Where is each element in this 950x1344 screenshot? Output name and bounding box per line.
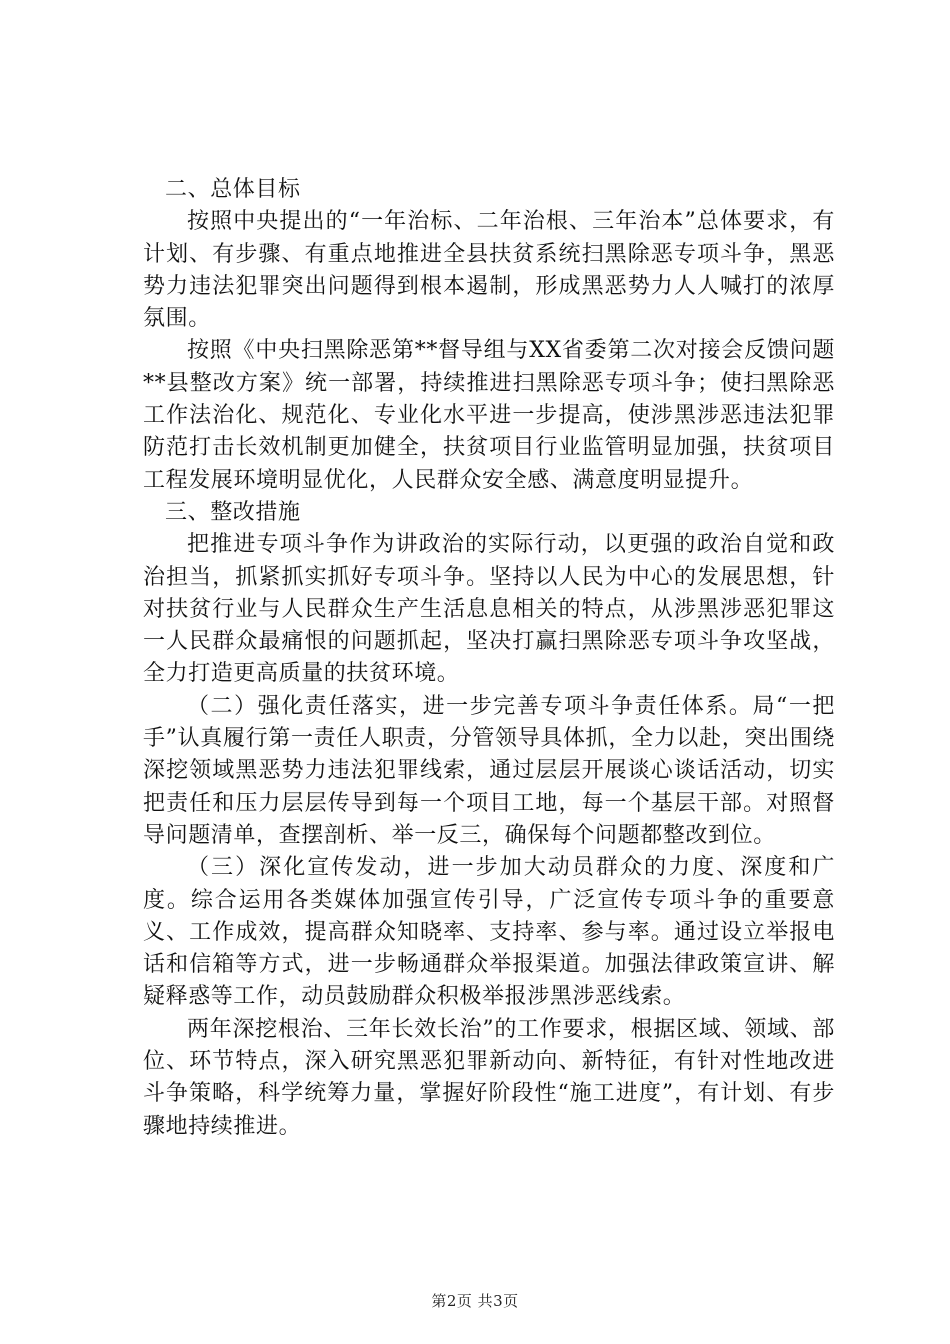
section-heading-overall-goal: 二、总体目标 — [165, 177, 301, 202]
section-heading-measures: 三、整改措施 — [165, 499, 301, 525]
paragraph-long-term: 两年深挖根治、三年长效长治”的工作要求，根据区域、领域、部位、环节特点，深入研究黑恶犯罪新动向、新特征，有针对性地改进斗争策略，科学统筹力量，掌握好阶段性“施工进度”，有计划、有步骤地持续推进。 — [143, 1016, 835, 1139]
paragraph-publicity: （三）深化宣传发动，进一步加大动员群众的力度、深度和广度。综合运用各类媒体加强宣传引导，广泛宣传专项斗争的重要意义、工作成效，提高群众知晓率、支持率、参与率。通过设立举报电话和信箱等方式，进一步畅通群众举报渠道。加强法律政策宣讲、解疑释惑等工作，动员鼓励群众积极举报涉黑涉恶线索。 — [143, 855, 835, 1010]
paragraph-political-action: 把推进专项斗争作为讲政治的实际行动，以更强的政治自觉和政治担当，抓紧抓实抓好专项斗争。坚持以人民为中心的发展思想，针对扶贫行业与人民群众生产生活息息相关的特点，从涉黑涉恶犯罪这一人民群众最痛恨的问题抓起，坚决打赢扫黑除恶专项斗争攻坚战，全力打造更高质量的扶贫环境。 — [143, 532, 835, 687]
paragraph-goal-requirements: 按照中央提出的“一年治标、二年治根、三年治本”总体要求，有计划、有步骤、有重点地推进全县扶贫系统扫黑除恶专项斗争，黑恶势力违法犯罪突出问题得到根本遏制，形成黑恶势力人人喊打的浓厚氛围。 — [143, 209, 835, 332]
paragraph-rectification-plan: 按照《中央扫黑除恶第**督导组与XX省委第二次对接会反馈问题**县整改方案》统一部署，持续推进扫黑除恶专项斗争；使扫黑除恶工作法治化、规范化、专业化水平进一步提高，使涉黑涉恶违法犯罪防范打击长效机制更加健全，扶贫项目行业监管明显加强，扶贫项目工程发展环境明显优化，人民群众安全感、满意度明显提升。 — [143, 338, 835, 493]
document-body — [143, 174, 835, 1143]
paragraph-responsibility: （二）强化责任落实，进一步完善专项斗争责任体系。局“一把手”认真履行第一责任人职责，分管领导具体抓，全力以赴，突出围绕深挖领域黑恶势力违法犯罪线索，通过层层开展谈心谈话活动，切实把责任和压力层层传导到每一个项目工地，每一个基层干部。对照督导问题清单，查摆剖析、举一反三，确保每个问题都整改到位。 — [143, 693, 835, 848]
page-number-footer: 第2页 共3页 — [431, 1292, 519, 1310]
